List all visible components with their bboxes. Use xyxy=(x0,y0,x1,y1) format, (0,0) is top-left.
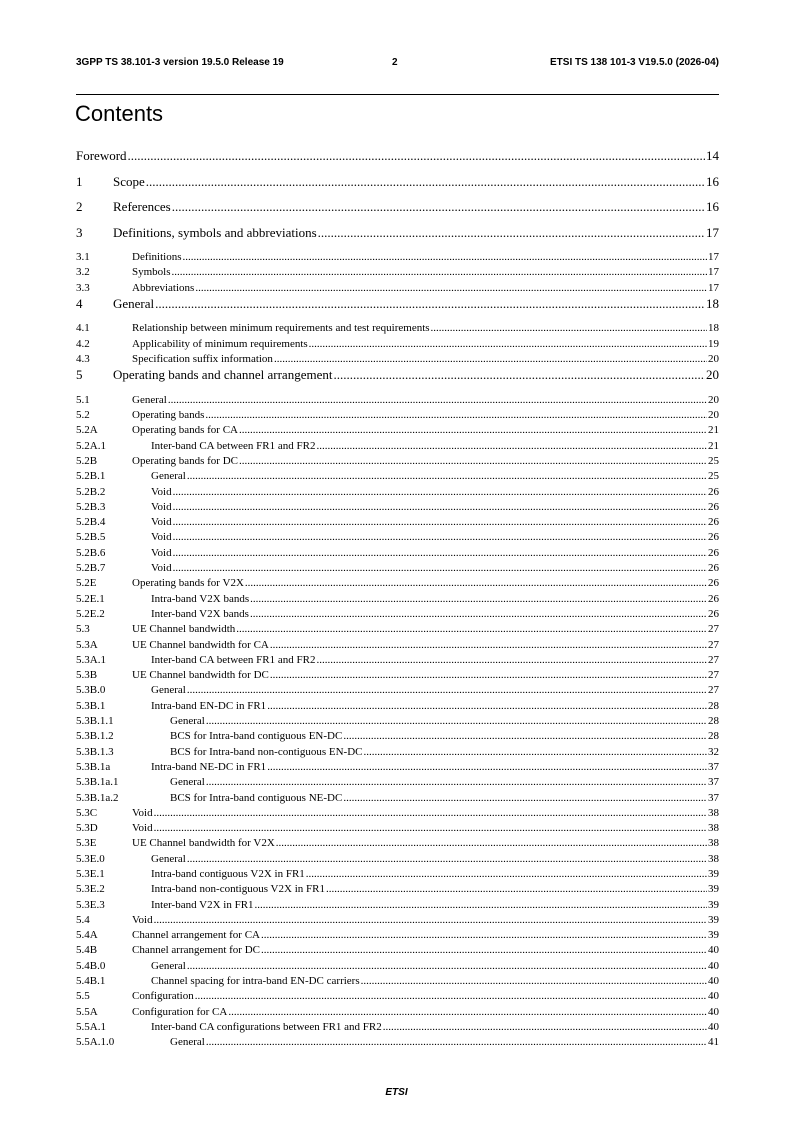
toc-entry-page: 17 xyxy=(707,281,719,296)
toc-entry-title: General xyxy=(151,469,187,484)
toc-entry-title: Operating bands xyxy=(132,408,205,423)
toc-leader-dots xyxy=(206,714,707,729)
toc-entry-title: Void xyxy=(151,485,173,500)
toc-entry-number: 5.2B.6 xyxy=(76,546,106,559)
toc-entry-page: 40 xyxy=(707,989,719,1004)
header-rule xyxy=(76,94,719,95)
toc-entry-page: 27 xyxy=(707,668,719,683)
toc-entry-page: 38 xyxy=(707,836,719,851)
toc-leader-dots xyxy=(168,393,707,408)
toc-entry-title: Void xyxy=(151,500,173,515)
toc-entry-page: 16 xyxy=(706,199,719,214)
toc-leader-dots xyxy=(154,821,707,836)
toc-entry[interactable] xyxy=(76,882,719,897)
toc-entry[interactable] xyxy=(76,806,719,821)
toc-entry-title: Configuration for CA xyxy=(132,1005,228,1020)
toc-entry-page: 20 xyxy=(707,352,719,367)
toc-entry-number: 5.5 xyxy=(76,990,90,1003)
toc-entry-title: Inter-band CA between FR1 and FR2 xyxy=(151,653,316,668)
toc-entry-page: 40 xyxy=(707,1020,719,1035)
toc-entry-title: General xyxy=(151,683,187,698)
toc-entry-title: Intra-band EN-DC in FR1 xyxy=(151,699,267,714)
toc-leader-dots xyxy=(363,745,707,760)
toc-leader-dots xyxy=(239,454,707,469)
toc-entry[interactable] xyxy=(76,668,719,683)
toc-entry-title: General xyxy=(170,775,206,790)
toc-entry[interactable] xyxy=(76,174,719,200)
toc-entry-number: 5.2 xyxy=(76,409,90,422)
toc-entry-page: 32 xyxy=(707,745,719,760)
toc-entry-title: General xyxy=(132,393,168,408)
toc-entry-title: Void xyxy=(151,561,173,576)
toc-entry-number: 5.2B xyxy=(76,454,98,467)
toc-entry[interactable] xyxy=(76,638,719,653)
toc-entry[interactable] xyxy=(76,791,719,806)
toc-entry-page: 18 xyxy=(707,321,719,336)
toc-entry-title: Configuration xyxy=(132,989,195,1004)
toc-entry-number: 4 xyxy=(76,295,83,311)
toc-entry-page: 38 xyxy=(707,821,719,836)
toc-entry-page: 26 xyxy=(707,576,719,591)
toc-entry-page: 26 xyxy=(707,530,719,545)
table-of-contents xyxy=(76,148,719,1051)
toc-leader-dots xyxy=(326,882,707,897)
toc-entry-title: Inter-band CA configurations between FR1 and FR2 xyxy=(151,1020,383,1035)
toc-entry-number: 5.4B.0 xyxy=(76,959,106,972)
toc-entry-title: Operating bands for DC xyxy=(132,454,239,469)
toc-entry[interactable] xyxy=(76,546,719,561)
toc-entry-number: 5.2B.2 xyxy=(76,485,106,498)
toc-entry-page: 37 xyxy=(707,791,719,806)
toc-entry-page: 40 xyxy=(707,943,719,958)
toc-entry-title: Void xyxy=(151,546,173,561)
toc-leader-dots xyxy=(173,500,707,515)
toc-entry-number: 5.2B.5 xyxy=(76,531,106,544)
toc-leader-dots xyxy=(206,775,707,790)
toc-leader-dots xyxy=(172,199,705,215)
toc-leader-dots xyxy=(316,439,707,454)
toc-entry[interactable] xyxy=(76,898,719,913)
toc-entry-number: 5.3B.0 xyxy=(76,684,106,697)
toc-leader-dots xyxy=(187,959,707,974)
toc-entry-title: Definitions xyxy=(132,250,183,265)
toc-entry-title: Applicability of minimum requirements xyxy=(132,337,309,352)
toc-entry-page: 37 xyxy=(707,775,719,790)
toc-entry-page: 39 xyxy=(707,867,719,882)
header-page-number: 2 xyxy=(392,57,398,68)
toc-entry-title: Channel arrangement for CA xyxy=(132,928,261,943)
toc-leader-dots xyxy=(309,337,707,352)
toc-entry-page: 40 xyxy=(707,959,719,974)
toc-entry[interactable] xyxy=(76,148,719,174)
toc-entry-title: References xyxy=(113,199,171,214)
toc-entry-number: 5.5A.1 xyxy=(76,1020,106,1033)
toc-entry[interactable] xyxy=(76,852,719,867)
toc-entry-title: General xyxy=(113,295,155,311)
toc-entry[interactable] xyxy=(76,836,719,851)
toc-leader-dots xyxy=(267,699,707,714)
toc-entry[interactable] xyxy=(76,989,719,1004)
toc-entry-title: Intra-band non-contiguous V2X in FR1 xyxy=(151,882,326,897)
toc-entry[interactable] xyxy=(76,485,719,500)
toc-entry-number: 3.1 xyxy=(76,251,90,263)
toc-leader-dots xyxy=(154,806,707,821)
toc-entry-number: 2 xyxy=(76,199,83,214)
toc-entry[interactable] xyxy=(76,699,719,714)
toc-entry-page: 18 xyxy=(706,295,719,311)
toc-leader-dots xyxy=(239,423,707,438)
toc-entry-page: 27 xyxy=(707,653,719,668)
toc-leader-dots xyxy=(187,683,707,698)
toc-entry-title: Channel arrangement for DC xyxy=(132,943,261,958)
toc-entry-page: 26 xyxy=(707,561,719,576)
toc-leader-dots xyxy=(333,367,705,383)
toc-entry[interactable] xyxy=(76,913,719,928)
toc-entry-number: 5.3B.1a xyxy=(76,760,111,773)
toc-entry-number: 5.2E xyxy=(76,577,97,590)
toc-entry-number: 5.3B.1a.2 xyxy=(76,791,119,804)
toc-entry-page: 39 xyxy=(707,882,719,897)
toc-entry[interactable] xyxy=(76,653,719,668)
header-etsi-reference: ETSI TS 138 101-3 V19.5.0 (2026-04) xyxy=(550,57,719,68)
toc-entry-number: 5.3A xyxy=(76,638,98,651)
toc-entry-number: 4.2 xyxy=(76,337,90,350)
toc-entry-page: 28 xyxy=(707,729,719,744)
toc-entry[interactable] xyxy=(76,974,719,989)
toc-leader-dots xyxy=(255,898,707,913)
toc-entry-title: UE Channel bandwidth for CA xyxy=(132,638,270,653)
toc-entry-page: 20 xyxy=(706,367,719,383)
toc-entry[interactable] xyxy=(76,367,719,393)
toc-entry-title: Inter-band V2X in FR1 xyxy=(151,898,255,913)
toc-entry-number: 5.3B.1.2 xyxy=(76,730,114,743)
toc-entry-number: 5.3B xyxy=(76,669,98,682)
toc-entry-title: Intra-band V2X bands xyxy=(151,592,250,607)
toc-leader-dots xyxy=(173,546,707,561)
toc-entry[interactable] xyxy=(76,199,719,225)
toc-entry-title: BCS for Intra-band contiguous NE-DC xyxy=(170,791,343,806)
toc-entry-page: 38 xyxy=(707,852,719,867)
toc-entry-title: UE Channel bandwidth xyxy=(132,622,236,637)
toc-entry[interactable] xyxy=(76,729,719,744)
toc-entry-number: 5.3B.1a.1 xyxy=(76,776,119,789)
toc-entry-number: 5.4A xyxy=(76,929,98,942)
toc-entry-number: 5.4B.1 xyxy=(76,975,106,988)
toc-entry[interactable] xyxy=(76,775,719,790)
toc-entry-number: 5.2B.3 xyxy=(76,500,106,513)
toc-entry-page: 27 xyxy=(707,683,719,698)
toc-entry-page: 39 xyxy=(707,913,719,928)
toc-leader-dots xyxy=(128,148,705,164)
toc-leader-dots xyxy=(173,515,707,530)
toc-entry-page: 19 xyxy=(707,337,719,352)
toc-entry-page: 38 xyxy=(707,806,719,821)
toc-entry-title: General xyxy=(151,959,187,974)
toc-leader-dots xyxy=(361,974,707,989)
toc-entry[interactable] xyxy=(76,469,719,484)
toc-entry-number: 1 xyxy=(76,173,83,189)
toc-entry-title: Inter-band V2X bands xyxy=(151,607,250,622)
toc-entry-page: 21 xyxy=(707,423,719,438)
toc-entry-number: 5.3A.1 xyxy=(76,653,106,666)
page-title: Contents xyxy=(75,101,164,126)
toc-entry-number: 5.3E.1 xyxy=(76,867,105,880)
toc-entry-page: 17 xyxy=(707,250,719,265)
toc-leader-dots xyxy=(236,622,707,637)
toc-leader-dots xyxy=(343,791,707,806)
toc-entry[interactable] xyxy=(76,607,719,622)
toc-entry-page: 26 xyxy=(707,515,719,530)
toc-leader-dots xyxy=(173,561,707,576)
toc-entry-number: 5.2B.1 xyxy=(76,470,106,483)
toc-entry-title: Symbols xyxy=(132,265,172,280)
toc-entry-page: 26 xyxy=(707,485,719,500)
toc-entry-number: 4.1 xyxy=(76,322,90,335)
toc-entry[interactable] xyxy=(76,714,719,729)
toc-entry-title: Inter-band CA between FR1 and FR2 xyxy=(151,439,316,454)
toc-entry-title: Operating bands and channel arrangement xyxy=(113,367,333,383)
toc-entry-title: Operating bands for CA xyxy=(132,423,239,438)
toc-entry[interactable] xyxy=(76,821,719,836)
toc-entry-page: 14 xyxy=(706,148,719,163)
toc-leader-dots xyxy=(228,1005,707,1020)
toc-entry-title: UE Channel bandwidth for V2X xyxy=(132,836,276,851)
toc-entry[interactable] xyxy=(76,1020,719,1035)
toc-leader-dots xyxy=(270,638,707,653)
header-spec-version: 3GPP TS 38.101-3 version 19.5.0 Release 19 xyxy=(76,57,284,68)
toc-entry-title: Operating bands for V2X xyxy=(132,576,245,591)
toc-leader-dots xyxy=(205,408,707,423)
toc-leader-dots xyxy=(306,867,707,882)
toc-leader-dots xyxy=(173,530,707,545)
toc-entry-number: 5.3E xyxy=(76,837,97,850)
toc-entry[interactable] xyxy=(76,337,719,352)
toc-entry-number: 5 xyxy=(76,367,83,383)
toc-leader-dots xyxy=(195,281,707,296)
toc-entry-number: 5.3 xyxy=(76,623,90,636)
toc-entry-title: Intra-band NE-DC in FR1 xyxy=(151,760,267,775)
toc-entry[interactable] xyxy=(76,745,719,760)
toc-leader-dots xyxy=(187,852,707,867)
toc-entry-number: 3.3 xyxy=(76,281,90,294)
toc-entry-title: General xyxy=(151,852,187,867)
toc-entry-title: Definitions, symbols and abbreviations xyxy=(113,224,317,240)
toc-leader-dots xyxy=(316,653,707,668)
toc-entry-page: 16 xyxy=(706,173,719,189)
toc-entry[interactable] xyxy=(76,408,719,423)
toc-leader-dots xyxy=(154,913,707,928)
toc-entry-title: BCS for Intra-band non-contiguous EN-DC xyxy=(170,745,363,760)
toc-entry-title: Intra-band contiguous V2X in FR1 xyxy=(151,867,306,882)
toc-entry-title: Void xyxy=(151,530,173,545)
toc-entry-number: 5.2E.1 xyxy=(76,592,105,605)
toc-entry-number: 5.5A xyxy=(76,1005,98,1018)
toc-entry-page: 39 xyxy=(707,898,719,913)
toc-entry-title: Void xyxy=(132,821,154,836)
toc-entry-page: 28 xyxy=(707,714,719,729)
toc-entry-title: Scope xyxy=(113,173,145,189)
toc-entry[interactable] xyxy=(76,1005,719,1020)
toc-entry[interactable] xyxy=(76,352,719,367)
toc-entry[interactable] xyxy=(76,592,719,607)
toc-entry-number: 5.3C xyxy=(76,806,98,819)
toc-entry[interactable] xyxy=(76,576,719,591)
toc-entry-page: 21 xyxy=(707,439,719,454)
toc-entry-number: 5.2A xyxy=(76,424,98,437)
toc-entry[interactable] xyxy=(76,439,719,454)
toc-entry-page: 27 xyxy=(707,638,719,653)
toc-leader-dots xyxy=(155,296,705,312)
toc-entry-number: 5.2A.1 xyxy=(76,439,106,452)
toc-leader-dots xyxy=(261,928,707,943)
toc-entry[interactable] xyxy=(76,943,719,958)
toc-leader-dots xyxy=(173,485,707,500)
toc-entry-page: 17 xyxy=(706,224,719,240)
toc-leader-dots xyxy=(172,265,707,280)
toc-entry-number: 3 xyxy=(76,224,83,240)
toc-entry[interactable] xyxy=(76,250,719,265)
toc-entry-title: UE Channel bandwidth for DC xyxy=(132,668,270,683)
toc-entry-number: 5.2B.7 xyxy=(76,562,106,575)
toc-entry-number: 5.3E.3 xyxy=(76,898,105,911)
toc-entry-title: General xyxy=(170,714,206,729)
toc-leader-dots xyxy=(318,225,705,241)
toc-entry-page: 41 xyxy=(707,1035,719,1050)
toc-entry-title: BCS for Intra-band contiguous EN-DC xyxy=(170,729,343,744)
toc-entry[interactable] xyxy=(76,281,719,296)
toc-entry-number: 5.1 xyxy=(76,393,90,406)
toc-entry-number: 4.3 xyxy=(76,352,90,365)
toc-leader-dots xyxy=(250,607,707,622)
toc-entry-page: 26 xyxy=(707,500,719,515)
toc-entry-page: 26 xyxy=(707,546,719,561)
toc-entry-number: 5.3B.1 xyxy=(76,699,106,712)
toc-entry-page: 20 xyxy=(707,393,719,408)
toc-entry[interactable] xyxy=(76,225,719,251)
toc-entry-title: Void xyxy=(132,913,154,928)
toc-entry-number: 5.3B.1.3 xyxy=(76,745,114,758)
toc-entry[interactable] xyxy=(76,454,719,469)
toc-entry-page: 17 xyxy=(707,265,719,280)
toc-entry[interactable] xyxy=(76,530,719,545)
toc-entry-number: 5.3D xyxy=(76,822,98,835)
toc-leader-dots xyxy=(270,668,707,683)
toc-entry-number: 5.3E.2 xyxy=(76,883,105,896)
toc-leader-dots xyxy=(250,592,707,607)
toc-entry-title: Relationship between minimum requirements and test requirements xyxy=(132,321,431,336)
toc-entry-page: 37 xyxy=(707,760,719,775)
toc-entry[interactable] xyxy=(76,867,719,882)
toc-entry-number: 3.2 xyxy=(76,266,90,279)
toc-leader-dots xyxy=(183,250,708,265)
toc-entry-title: Channel spacing for intra-band EN-DC carriers xyxy=(151,974,361,989)
toc-entry-number: 5.4B xyxy=(76,944,98,957)
toc-leader-dots xyxy=(276,836,707,851)
toc-entry-number: 5.3B.1.1 xyxy=(76,715,114,728)
toc-entry[interactable] xyxy=(76,515,719,530)
toc-entry-page: 25 xyxy=(707,469,719,484)
toc-leader-dots xyxy=(195,989,707,1004)
toc-entry[interactable] xyxy=(76,265,719,280)
toc-leader-dots xyxy=(206,1035,707,1050)
toc-entry-title: General xyxy=(170,1035,206,1050)
toc-entry[interactable] xyxy=(76,423,719,438)
toc-entry-title: Abbreviations xyxy=(132,281,195,296)
toc-entry-page: 27 xyxy=(707,622,719,637)
toc-entry-title: Void xyxy=(151,515,173,530)
toc-leader-dots xyxy=(146,174,705,190)
toc-entry[interactable] xyxy=(76,561,719,576)
toc-entry[interactable] xyxy=(76,959,719,974)
toc-leader-dots xyxy=(343,729,707,744)
toc-leader-dots xyxy=(383,1020,707,1035)
toc-entry[interactable] xyxy=(76,622,719,637)
toc-leader-dots xyxy=(274,352,707,367)
toc-entry-number: 5.3E.0 xyxy=(76,852,105,865)
toc-entry-number: 5.4 xyxy=(76,913,90,926)
toc-entry-page: 26 xyxy=(707,592,719,607)
toc-leader-dots xyxy=(267,760,707,775)
toc-leader-dots xyxy=(261,943,707,958)
toc-leader-dots xyxy=(187,469,707,484)
toc-entry-title: Specification suffix information xyxy=(132,352,274,367)
toc-entry[interactable] xyxy=(76,928,719,943)
toc-entry-title: Foreword xyxy=(76,148,127,163)
toc-entry-page: 40 xyxy=(707,974,719,989)
toc-entry[interactable] xyxy=(76,683,719,698)
toc-leader-dots xyxy=(245,576,707,591)
toc-entry-page: 20 xyxy=(707,408,719,423)
toc-entry[interactable] xyxy=(76,393,719,408)
toc-entry[interactable] xyxy=(76,500,719,515)
toc-entry[interactable] xyxy=(76,1035,719,1050)
toc-entry-number: 5.2B.4 xyxy=(76,516,106,529)
toc-entry-number: 5.5A.1.0 xyxy=(76,1036,115,1049)
toc-entry-page: 25 xyxy=(707,454,719,469)
toc-entry-title: Void xyxy=(132,806,154,821)
toc-entry[interactable] xyxy=(76,321,719,336)
toc-entry-page: 28 xyxy=(707,699,719,714)
toc-entry-number: 5.2E.2 xyxy=(76,607,105,620)
toc-entry[interactable] xyxy=(76,296,719,322)
toc-entry-page: 26 xyxy=(707,607,719,622)
toc-entry[interactable] xyxy=(76,760,719,775)
toc-entry-page: 39 xyxy=(707,928,719,943)
toc-entry-page: 40 xyxy=(707,1005,719,1020)
toc-leader-dots xyxy=(431,321,707,336)
footer-etsi: ETSI xyxy=(385,1087,408,1098)
